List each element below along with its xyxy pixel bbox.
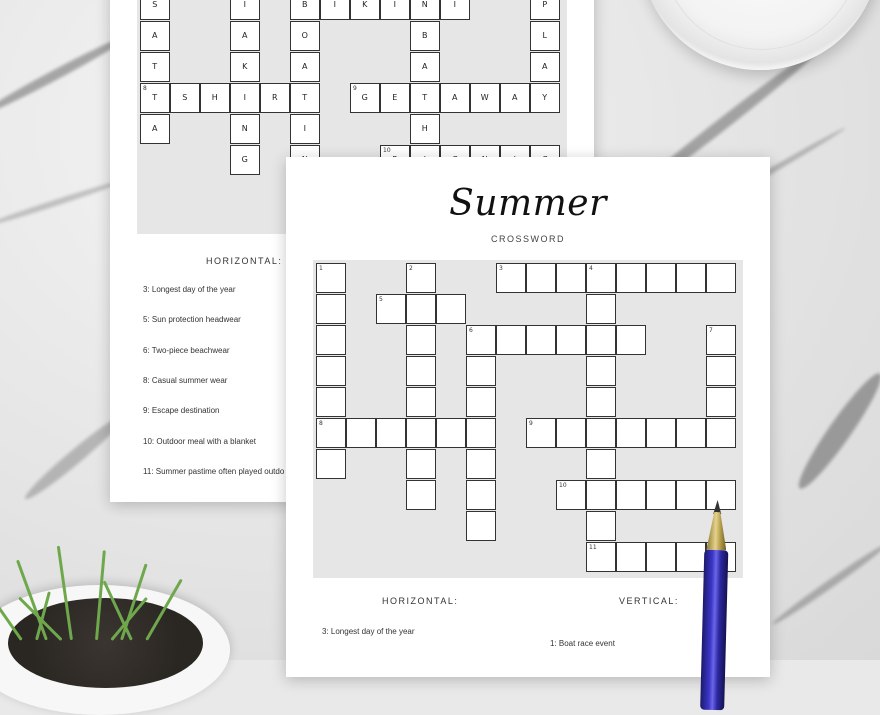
cell-letter: B <box>302 0 308 9</box>
crossword-cell <box>410 83 440 113</box>
cell-letter: N <box>421 0 429 9</box>
crossword-cell <box>706 418 736 448</box>
crossword-cell <box>676 418 706 448</box>
crossword-cell <box>526 263 556 293</box>
crossword-cell <box>316 325 346 355</box>
crossword-cell <box>410 21 440 51</box>
crossword-cell <box>556 418 586 448</box>
clue-number: 10 <box>559 482 567 489</box>
crossword-cell <box>260 83 290 113</box>
crossword-cell <box>316 356 346 386</box>
crossword-cell <box>616 542 646 572</box>
clue-text: 3: Longest day of the year <box>322 627 415 636</box>
crossword-cell <box>406 387 436 417</box>
crossword-cell <box>436 294 466 324</box>
crossword-cell <box>316 294 346 324</box>
clue-number: 5 <box>379 296 383 303</box>
crossword-cell <box>496 325 526 355</box>
clue-number: 4 <box>589 265 593 272</box>
clue-number: 8 <box>319 420 323 427</box>
crossword-cell <box>706 325 736 355</box>
cell-letter: I <box>453 0 457 9</box>
crossword-cell <box>470 83 500 113</box>
crossword-cell <box>380 0 410 20</box>
pen-gold-cone <box>706 512 727 551</box>
clue-text: 9: Escape destination <box>143 406 220 416</box>
cell-letter: A <box>422 62 428 71</box>
clue-number: 9 <box>529 420 533 427</box>
crossword-cell <box>496 263 526 293</box>
crossword-cell <box>586 449 616 479</box>
clue-number: 8 <box>143 85 147 92</box>
cell-letter: S <box>152 0 158 9</box>
clue-number: 10 <box>383 147 391 154</box>
crossword-cell <box>316 263 346 293</box>
crossword-cell <box>586 542 616 572</box>
crossword-cell <box>616 418 646 448</box>
cell-letter: T <box>302 93 308 102</box>
crossword-cell <box>320 0 350 20</box>
clue-text: 11: Summer pastime often played outdo <box>143 466 285 476</box>
sheet-subtitle: CROSSWORD <box>491 234 565 244</box>
crossword-cell <box>376 418 406 448</box>
crossword-cell <box>586 418 616 448</box>
crossword-cell <box>466 387 496 417</box>
crossword-cell <box>346 418 376 448</box>
cell-letter: H <box>211 93 219 102</box>
cell-letter: G <box>361 93 369 102</box>
crossword-cell <box>170 83 200 113</box>
crossword-cell <box>466 418 496 448</box>
front-crossword-sheet <box>286 157 770 677</box>
cell-letter: L <box>542 31 548 40</box>
crossword-cell <box>140 83 170 113</box>
crossword-cell <box>586 387 616 417</box>
cell-letter: Y <box>542 93 548 102</box>
cell-letter: A <box>452 93 458 102</box>
crossword-cell <box>230 52 260 82</box>
marble-vein <box>0 177 127 229</box>
clue-number: 2 <box>409 265 413 272</box>
crossword-cell <box>200 83 230 113</box>
cell-letter: I <box>333 0 337 9</box>
crossword-cell <box>646 263 676 293</box>
crossword-cell <box>466 449 496 479</box>
crossword-cell <box>230 0 260 20</box>
crossword-cell <box>646 418 676 448</box>
cell-letter: S <box>182 93 188 102</box>
cell-letter: R <box>271 93 279 102</box>
crossword-cell <box>290 83 320 113</box>
crossword-cell <box>586 263 616 293</box>
crossword-cell <box>350 83 380 113</box>
crossword-cell <box>230 114 260 144</box>
crossword-cell <box>706 387 736 417</box>
clue-text: 6: Two-piece beachwear <box>143 345 230 355</box>
cell-letter: N <box>241 124 249 133</box>
marble-vein <box>791 367 880 494</box>
crossword-cell <box>376 294 406 324</box>
crossword-cell <box>230 21 260 51</box>
cell-letter: G <box>241 155 249 164</box>
clue-number: 7 <box>709 327 713 334</box>
crossword-cell <box>406 263 436 293</box>
clue-number: 3 <box>499 265 503 272</box>
cell-letter: I <box>243 0 247 9</box>
cell-letter: P <box>542 0 548 9</box>
clue-text: 8: Casual summer wear <box>143 375 228 385</box>
crossword-cell <box>706 263 736 293</box>
crossword-cell <box>466 325 496 355</box>
crossword-cell <box>526 325 556 355</box>
crossword-cell <box>616 325 646 355</box>
cell-letter: A <box>512 93 518 102</box>
cell-letter: O <box>301 31 309 40</box>
cell-letter: K <box>362 0 368 9</box>
cell-letter: I <box>303 124 307 133</box>
front-horizontal-heading: HORIZONTAL: <box>382 596 459 606</box>
crossword-cell <box>526 418 556 448</box>
crossword-cell <box>290 0 320 20</box>
crossword-cell <box>316 418 346 448</box>
crossword-cell <box>586 325 616 355</box>
cell-letter: A <box>542 62 548 71</box>
crossword-cell <box>466 480 496 510</box>
back-horizontal-heading: HORIZONTAL: <box>206 256 283 266</box>
cell-letter: A <box>152 31 158 40</box>
crossword-cell <box>500 83 530 113</box>
cell-letter: I <box>243 93 247 102</box>
crossword-cell <box>440 83 470 113</box>
clue-text: 3: Longest day of the year <box>143 285 236 294</box>
cell-letter: B <box>422 31 428 40</box>
crossword-cell <box>406 356 436 386</box>
crossword-cell <box>530 52 560 82</box>
crossword-cell <box>316 449 346 479</box>
crossword-cell <box>316 387 346 417</box>
cell-letter: I <box>393 0 397 9</box>
crossword-cell <box>556 263 586 293</box>
clue-number: 11 <box>589 544 597 551</box>
crossword-cell <box>556 325 586 355</box>
sheet-title: Summer <box>449 183 607 224</box>
crossword-cell <box>290 21 320 51</box>
crossword-cell <box>140 21 170 51</box>
crossword-cell <box>406 480 436 510</box>
crossword-cell <box>586 511 616 541</box>
crossword-cell <box>410 114 440 144</box>
pen-barrel <box>700 550 728 711</box>
cell-letter: A <box>152 124 158 133</box>
crossword-cell <box>616 263 646 293</box>
crossword-cell <box>350 0 380 20</box>
crossword-cell <box>530 0 560 20</box>
crossword-cell <box>140 0 170 20</box>
crossword-cell <box>676 480 706 510</box>
crossword-cell <box>406 418 436 448</box>
clue-text: 10: Outdoor meal with a blanket <box>143 436 256 446</box>
crossword-cell <box>616 480 646 510</box>
cell-letter: A <box>242 31 248 40</box>
crossword-cell <box>646 480 676 510</box>
crossword-cell <box>466 356 496 386</box>
front-vertical-heading: VERTICAL: <box>619 596 679 606</box>
cell-letter: T <box>152 62 158 71</box>
clue-text: 1: Boat race event <box>550 639 615 648</box>
crossword-cell <box>586 480 616 510</box>
crossword-cell <box>410 52 440 82</box>
crossword-cell <box>466 511 496 541</box>
clue-number: 9 <box>353 85 357 92</box>
crossword-cell <box>586 294 616 324</box>
crossword-cell <box>676 542 706 572</box>
crossword-cell <box>530 83 560 113</box>
clue-text: 5: Sun protection headwear <box>143 315 241 325</box>
front-crossword-grid <box>313 260 743 578</box>
crossword-cell <box>646 542 676 572</box>
crossword-cell <box>530 21 560 51</box>
marble-vein <box>770 541 880 628</box>
crossword-cell <box>406 449 436 479</box>
crossword-cell <box>290 52 320 82</box>
crossword-cell <box>380 83 410 113</box>
crossword-cell <box>290 114 320 144</box>
crossword-cell <box>556 480 586 510</box>
crossword-cell <box>406 294 436 324</box>
crossword-cell <box>140 52 170 82</box>
clue-number: 6 <box>469 327 473 334</box>
cell-letter: T <box>422 93 428 102</box>
crossword-cell <box>406 325 436 355</box>
cell-letter: T <box>152 93 158 102</box>
crossword-cell <box>440 0 470 20</box>
crossword-cell <box>436 418 466 448</box>
crossword-cell <box>230 83 260 113</box>
cell-letter: K <box>242 62 248 71</box>
crossword-cell <box>676 263 706 293</box>
cell-letter: W <box>480 93 490 102</box>
clue-number: 1 <box>319 265 323 272</box>
crossword-cell <box>230 145 260 175</box>
crossword-cell <box>410 0 440 20</box>
cell-letter: A <box>302 62 308 71</box>
cell-letter: H <box>421 124 429 133</box>
cell-letter: E <box>392 93 398 102</box>
crossword-cell <box>140 114 170 144</box>
crossword-cell <box>586 356 616 386</box>
crossword-cell <box>706 356 736 386</box>
